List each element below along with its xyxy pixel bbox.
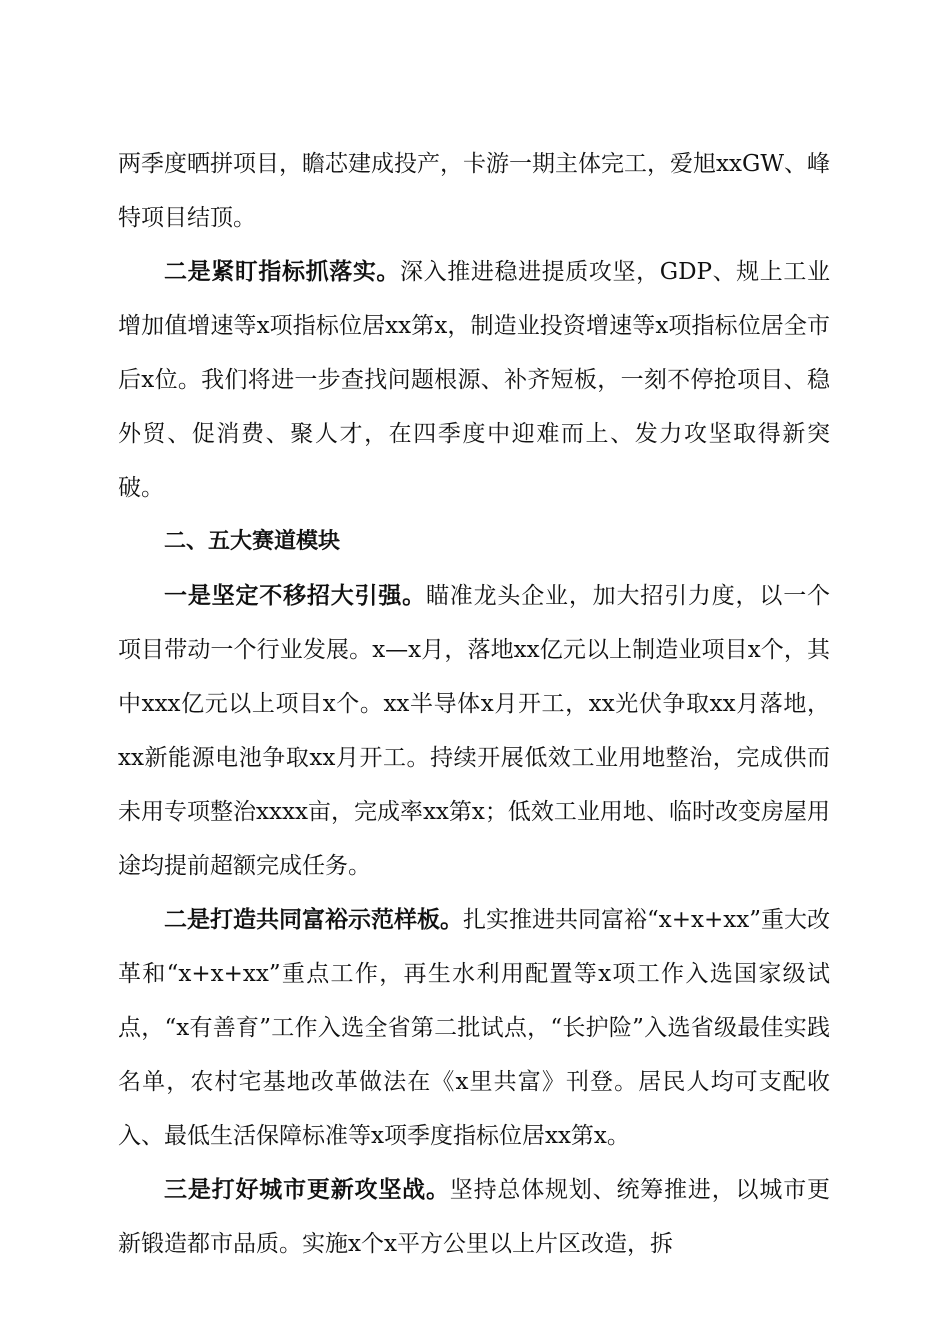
paragraph-common-prosperity [118, 893, 830, 1163]
paragraph-text: 深入推进稳进提质攻坚，GDP、规上工业增加值增速等x项指标位居xx第x，制造业投资增速等x项指标位居全市后x位。我们将进一步查找问题根源、补齐短板，一刻不停抢项目、稳外贸、促消费、聚人才，在四季度中迎难而上、发力攻坚取得新突破。 [118, 259, 830, 501]
paragraph-lead: 二是紧盯指标抓落实。 [164, 258, 401, 285]
paragraph-indicators [118, 245, 830, 515]
paragraph-continuation [118, 137, 830, 245]
paragraph-urban-renewal [118, 1163, 830, 1271]
section-heading: 二、五大赛道模块 [164, 529, 341, 554]
paragraph-text: 坚持总体规划、统筹推进，以城市更新锻造都市品质。实施x个x平方公里以上片区改造，拆 [118, 1177, 831, 1257]
paragraph-investment [118, 569, 830, 893]
paragraph-text: 扎实推进共同富裕“x+x+xx”重大改革和“x+x+xx”重点工作，再生水利用配置等x项工作入选国家级试点，“x有善育”工作入选全省第二批试点，“长护险”入选省级最佳实践名单，农村宅基地改革做法在《x里共富》刊登。居民人均可支配收入、最低生活保障标准等x项季度指标位居xx第x。 [118, 907, 830, 1149]
paragraph-text: 两季度晒拼项目，瞻芯建成投产，卡游一期主体完工，爱旭xxGW、峰特项目结顶。 [118, 151, 830, 231]
paragraph-lead: 一是坚定不移招大引强。 [164, 582, 426, 609]
paragraph-lead: 三是打好城市更新攻坚战。 [164, 1176, 450, 1203]
paragraph-text: 瞄准龙头企业，加大招引力度，以一个项目带动一个行业发展。x—x月，落地xx亿元以上制造业项目x个，其中xxx亿元以上项目x个。xx半导体x月开工，xx光伏争取xx月落地，xx新能源电池争取xx月开工。持续开展低效工业用地整治，完成供而未用专项整治xxxx亩，完成率xx第x；低效工业用地、临时改变房屋用途均提前超额完成任务。 [118, 583, 831, 879]
document-body [118, 137, 830, 1271]
paragraph-lead: 二是打造共同富裕示范样板。 [164, 906, 464, 933]
